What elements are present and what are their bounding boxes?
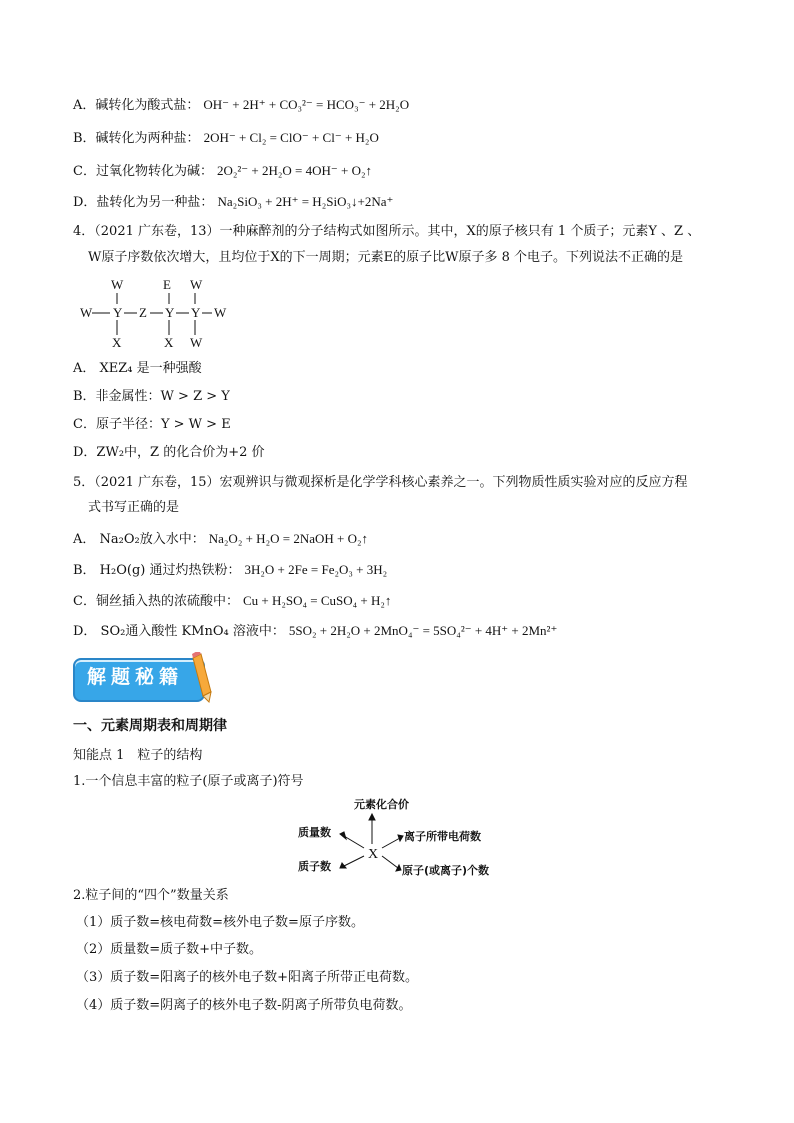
q3-option-a: A．碱转化为酸式盐： OH⁻ + 2H⁺ + CO₃²⁻ = HCO₃⁻ + 2H₂O <box>73 97 410 113</box>
struct-top-1: W <box>111 277 124 292</box>
q4-option-c: C．原子半径：Y > W > E <box>73 417 231 432</box>
diagram-mass-number: 质量数 <box>298 826 331 839</box>
struct-bot-2: X <box>164 335 174 350</box>
relation-1: （1）质子数=核电荷数=核外电子数=原子序数。 <box>76 915 364 930</box>
q3-option-d: D．盐转化为另一种盐： Na₂SiO₃ + 2H⁺ = H₂SiO₃↓+2Na⁺ <box>73 194 394 210</box>
struct-mid-1: W <box>80 305 93 320</box>
q4-option-b: B．非金属性：W > Z > Y <box>73 389 230 404</box>
item-2-title: 2.粒子间的“四个”数量关系 <box>73 888 229 903</box>
struct-bot-3: W <box>190 335 203 350</box>
relation-2: （2）质量数=质子数+中子数。 <box>76 942 263 957</box>
diagram-element-symbol: X <box>368 847 379 862</box>
q4-option-a: A． XEZ₄ 是一种强酸 <box>73 361 202 376</box>
struct-mid-4: Y <box>165 305 175 320</box>
q5-option-b: B． H₂O(g) 通过灼热铁粉： 3H₂O + 2Fe = Fe₂O₃ + 3H₂ <box>73 562 388 578</box>
q4-stem-line2: W原子序数依次增大，且均位于X的下一周期；元素E的原子比W原子多 8 个电子。下列说法不正确的是 <box>88 250 684 265</box>
struct-mid-3: Z <box>139 305 147 320</box>
struct-top-2: E <box>163 277 171 292</box>
q5-stem-line2: 式书写正确的是 <box>88 500 180 515</box>
diagram-atom-count: 原子(或离子)个数 <box>402 864 490 877</box>
relation-3: （3）质子数=阳离子的核外电子数+阳离子所带正电荷数。 <box>76 970 419 985</box>
q5-option-c: C．铜丝插入热的浓硫酸中： Cu + H₂SO₄ = CuSO₄ + H₂↑ <box>73 593 392 609</box>
q3-option-b: B．碱转化为两种盐： 2OH⁻ + Cl₂ = ClO⁻ + Cl⁻ + H₂O <box>73 130 379 146</box>
q5-option-d: D． SO₂通入酸性 KMnO₄ 溶液中： 5SO₂ + 2H₂O + 2MnO₄⁻ = 5SO₄²⁻ + 4H⁺ + 2Mn²⁺ <box>73 623 558 639</box>
struct-top-3: W <box>190 277 203 292</box>
molecule-structure <box>78 276 238 350</box>
struct-mid-2: Y <box>113 305 123 320</box>
q5-stem-line1: 5．（2021 广东卷，15）宏观辨识与微观探析是化学学科核心素养之一。下列物质性质实验对应的反应方程 <box>73 475 688 490</box>
badge-text: 解题秘籍 <box>87 666 184 688</box>
q3-option-c: C．过氧化物转化为碱： 2O₂²⁻ + 2H₂O = 4OH⁻ + O₂↑ <box>73 163 372 179</box>
diagram-valence: 元素化合价 <box>354 798 409 811</box>
diagram-proton-number: 质子数 <box>298 860 331 873</box>
q4-stem-line1: 4．（2021 广东卷，13）一种麻醉剂的分子结构式如图所示。其中，X的原子核只有 1 个质子；元素Y 、Z 、 <box>73 224 701 239</box>
particle-symbol-diagram <box>296 796 506 888</box>
struct-mid-5: Y <box>191 305 201 320</box>
knowledge-point-1: 知能点 1 粒子的结构 <box>73 748 203 763</box>
q5-option-a: A． Na₂O₂放入水中： Na₂O₂ + H₂O = 2NaOH + O₂↑ <box>73 531 369 547</box>
pencil-icon <box>185 652 215 704</box>
item-1-title: 1.一个信息丰富的粒子(原子或离子)符号 <box>73 774 304 789</box>
q4-option-d: D．ZW₂中，Z 的化合价为+2 价 <box>73 445 265 460</box>
section-heading: 一、元素周期表和周期律 <box>73 718 227 734</box>
solution-tips-badge <box>73 652 215 704</box>
struct-bot-1: X <box>112 335 122 350</box>
relation-4: （4）质子数=阴离子的核外电子数-阴离子所带负电荷数。 <box>76 998 412 1013</box>
struct-mid-6: W <box>214 305 227 320</box>
diagram-ion-charge: 离子所带电荷数 <box>404 830 481 843</box>
